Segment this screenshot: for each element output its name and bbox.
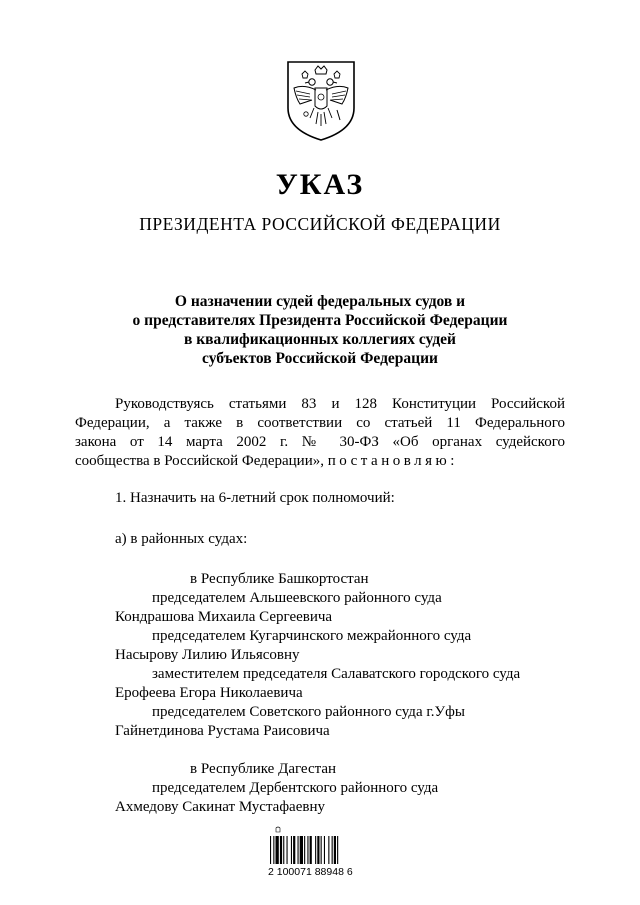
preamble-line: сообщества в Российской Федерации», xyxy=(75,453,324,469)
region-name: в Республике Дагестан xyxy=(190,761,337,777)
position-line: председателем Советского районного суда г.Уфы xyxy=(152,704,465,720)
position-line: председателем Дербентского районного суда xyxy=(152,780,439,796)
person-line: Ахмедову Сакинат Мустафаевну xyxy=(115,799,325,815)
item-1: 1. Назначить на 6-летний срок полномочий: xyxy=(115,490,395,506)
preamble-paragraph xyxy=(75,395,565,471)
preamble-line: Федерации, а также в соответствии со статьей 11 Федерального xyxy=(75,415,565,431)
position-line: председателем Кугарчинского межрайонного суда xyxy=(152,628,472,644)
barcode-number: 2 100071 88948 6 xyxy=(268,866,353,878)
decree-word: постановляю: xyxy=(327,453,458,469)
position-line: заместителем председателя Салаватского городского суда xyxy=(152,666,521,682)
person-line: Гайнетдинова Рустама Раисовича xyxy=(115,723,330,739)
region-name: в Республике Башкортостан xyxy=(190,571,369,587)
person-line: Насырову Лилию Ильясовну xyxy=(115,647,300,663)
preamble-line-last xyxy=(75,452,565,471)
heading-line: субъектов Российской Федерации xyxy=(202,350,438,367)
heading-line: О назначении судей федеральных судов и xyxy=(174,293,466,310)
decree-subtitle: ПРЕЗИДЕНТА РОССИЙСКОЙ ФЕДЕРАЦИИ xyxy=(139,214,501,234)
coat-of-arms-icon xyxy=(282,58,360,142)
person-line: Кондрашова Михаила Сергеевича xyxy=(115,609,333,625)
person-line: Ерофеева Егора Николаевича xyxy=(115,685,303,701)
preamble-line: Руководствуясь статьями 83 и 128 Конституции Российской xyxy=(115,396,565,412)
item-a: а) в районных судах: xyxy=(115,531,248,547)
heading-line: о представителях Президента Российской Федерации xyxy=(132,312,508,329)
decree-title: УКАЗ xyxy=(275,168,365,201)
heading-line: в квалификационных коллегиях судей xyxy=(184,331,456,348)
preamble-line: закона от 14 марта 2002 г. № 30-ФЗ «Об органах судейского xyxy=(75,434,565,450)
position-line: председателем Альшеевского районного суда xyxy=(152,590,442,606)
decree-heading xyxy=(0,292,640,368)
